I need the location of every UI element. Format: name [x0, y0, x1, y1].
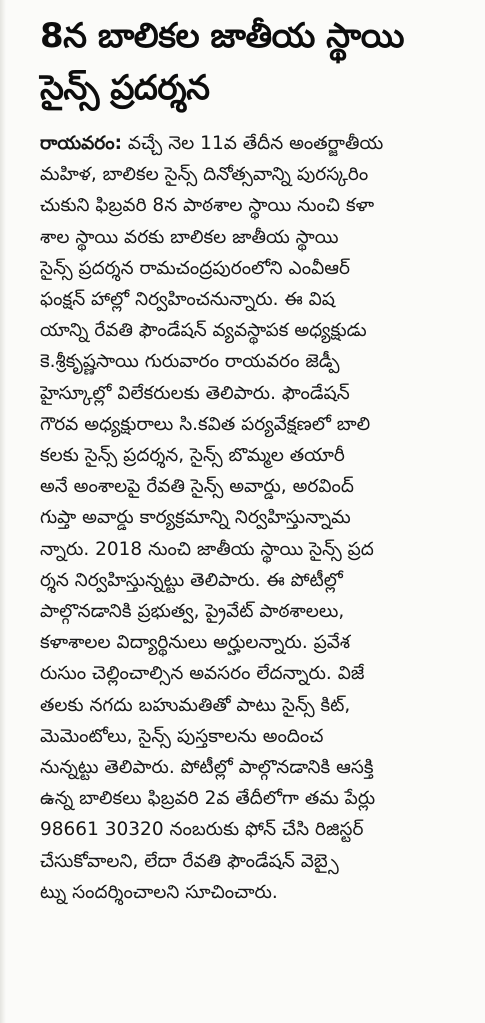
body-line: హైస్కూల్లో విలేకరులకు తెలిపారు. ఫౌండేషన్	[40, 382, 350, 404]
article-body	[40, 128, 469, 908]
body-line: కలకు సైన్స్ ప్రదర్శన, సైన్స్ బొమ్మల తయారీ	[40, 445, 345, 467]
body-line: ట్ను సందర్శించాలని సూచించారు.	[40, 881, 278, 903]
body-line: ర్శన నిర్వహిస్తున్నట్టు తెలిపారు. ఈ పోటీల్లో	[40, 569, 343, 591]
headline-line-1: 8న బాలికల జాతీయ స్థాయి	[40, 16, 404, 56]
page-edge-shadow	[0, 0, 6, 1023]
body-line: యాన్ని రేవతి ఫౌండేషన్ వ్యవస్థాపక అధ్యక్షుడు	[40, 320, 367, 342]
body-line: ఫంక్షన్ హాల్లో నిర్వహించనున్నారు. ఈ విష	[40, 289, 335, 311]
body-line: కళాశాలల విద్యార్థినులు అర్హులన్నారు. ప్రవేశ	[40, 632, 351, 654]
body-line: చేసుకోవాలని, లేదా రేవతి ఫౌండేషన్ వెబ్సై	[40, 850, 339, 872]
dateline: రాయవరం:	[40, 133, 123, 154]
body-line: గౌరవ అధ్యక్షురాలు సి.కవిత పర్యవేక్షణలో బాలి	[40, 413, 371, 435]
body-line: శాల స్థాయి వరకు బాలికల జాతీయ స్థాయి	[40, 226, 339, 248]
body-line: 98661 30320 నంబరుకు ఫోన్ చేసి రిజిస్టర్	[40, 819, 364, 841]
body-line: కె.శ్రీకృష్ణసాయి గురువారం రాయవరం జెడ్పీ	[40, 351, 340, 373]
body-line: గుప్తా అవార్డు కార్యక్రమాన్ని నిర్వహిస్తున్నామ	[40, 507, 351, 529]
body-line	[40, 128, 469, 159]
body-line: ఉన్న బాలికలు ఫిబ్రవరి 2వ తేదీలోగా తమ పేర్లు	[40, 788, 376, 810]
body-line: న్నారు. 2018 నుంచి జాతీయ స్థాయి సైన్స్ ప్రద	[40, 538, 374, 560]
body-line: నున్నట్టు తెలిపారు. పోటీల్లో పాల్గొనడానికి ఆసక్తి	[40, 757, 374, 779]
body-line-text: వచ్చే నెల 11వ తేదీన అంతర్జాతీయ	[127, 133, 384, 154]
article-headline	[40, 10, 469, 114]
body-line: మహిళ, బాలికల సైన్స్ దినోత్సవాన్ని పురస్కరిం	[40, 164, 369, 186]
body-line: రుసుం చెల్లించాల్సిన అవసరం లేదన్నారు. విజే	[40, 663, 365, 685]
body-line: తలకు నగదు బహుమతితో పాటు సైన్స్ కిట్,	[40, 694, 351, 716]
body-line: చుకుని ఫిబ్రవరి 8న పాఠశాల స్థాయి నుంచి కళా	[40, 195, 375, 217]
body-line: సైన్స్ ప్రదర్శన రామచంద్రపురంలోని ఎంవీఆర్	[40, 257, 350, 279]
headline-line-2: సైన్స్ ప్రదర్శన	[40, 68, 210, 108]
body-line: మెమెంటోలు, సైన్స్ పుస్తకాలను అందించ	[40, 725, 324, 747]
body-line: పాల్గొనడానికి ప్రభుత్వ, ప్రైవేట్ పాఠశాలలు,	[40, 601, 345, 623]
body-line: అనే అంశాలపై రేవతి సైన్స్ అవార్డు, అరవింద్	[40, 476, 354, 498]
